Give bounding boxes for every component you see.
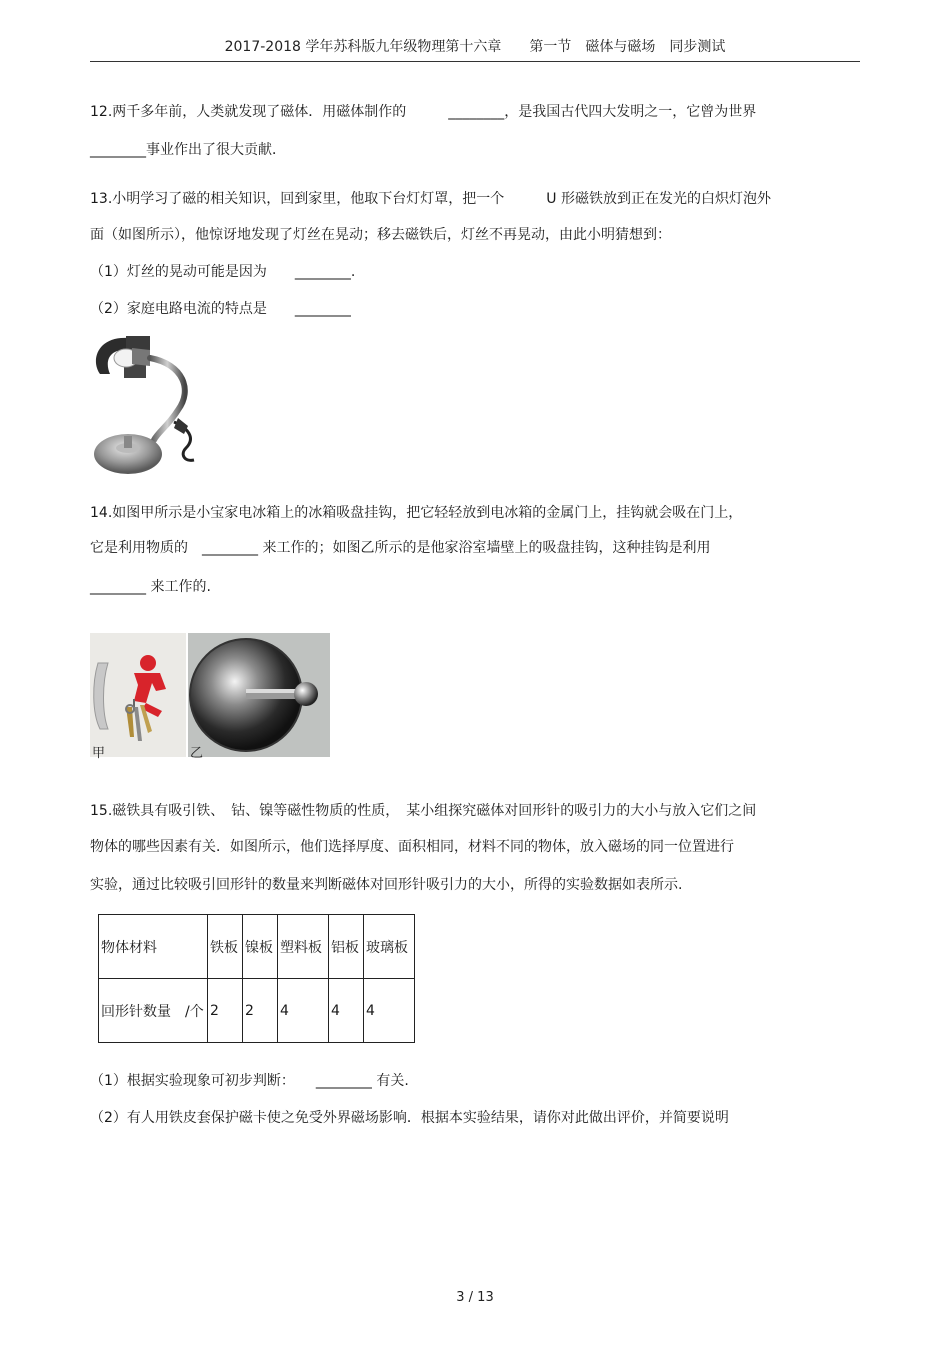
q13-line-1: 13.小明学习了磁的相关知识，回到家里，他取下台灯灯罩，把一个 U 形磁铁放到正在发光的白炽灯泡外 <box>90 191 771 207</box>
q14-line-2: 它是利用物质的 ________ 来工作的；如图乙所示的是他家浴室墙壁上的吸盘挂钩，这种挂钩是利用 <box>90 540 711 556</box>
q15-sub-2: （2）有人用铁皮套保护磁卡使之免受外界磁场影响．根据本实验结果，请你对此做出评价，并简要说明 <box>90 1110 729 1126</box>
q12-line-2: ________事业作出了很大贡献． <box>90 142 286 158</box>
q13-line-2: 面（如图所示），他惊讶地发现了灯丝在晃动；移去磁铁后，灯丝不再晃动，由此小明猜想到： <box>90 227 671 243</box>
q15-sub-1: （1）根据实验现象可初步判断： ________ 有关. <box>90 1073 409 1089</box>
table-cell: 铝板 <box>329 915 364 979</box>
page-header-title: 2017-2018 学年苏科版九年级物理第十六章 第一节 磁体与磁场 同步测试 <box>224 39 726 55</box>
table-cell: 铁板 <box>208 915 243 979</box>
page-number: 3 / 13 <box>456 1290 494 1305</box>
experiment-data-table <box>98 914 415 1043</box>
q15-line-3: 实验，通过比较吸引回形针的数量来判断磁体对回形针吸引力的大小，所得的实验数据如表所示. <box>90 877 683 893</box>
table-cell: 玻璃板 <box>364 915 415 979</box>
table-cell: 回形针数量 /个 <box>99 979 208 1043</box>
table-cell: 4 <box>278 979 329 1043</box>
q13-sub-1: （1）灯丝的晃动可能是因为 ________. <box>90 264 356 280</box>
table-cell: 4 <box>329 979 364 1043</box>
figure-caption-jia: 甲 <box>92 746 106 761</box>
desk-lamp-magnet-figure <box>88 330 200 478</box>
fridge-hook-photo <box>90 633 186 757</box>
table-cell: 2 <box>208 979 243 1043</box>
table-row <box>99 979 415 1043</box>
table-cell: 物体材料 <box>99 915 208 979</box>
q13-sub-2: （2）家庭电路电流的特点是 ________ <box>90 301 351 317</box>
table-cell: 4 <box>364 979 415 1043</box>
table-cell: 2 <box>243 979 278 1043</box>
table-cell: 镍板 <box>243 915 278 979</box>
figure-caption-yi: 乙 <box>190 746 204 761</box>
q12-line-1: 12.两千多年前，人类就发现了磁体．用磁体制作的 ________，是我国古代四大发明之一，它曾为世界 <box>90 104 757 120</box>
q15-line-2: 物体的哪些因素有关．如图所示，他们选择厚度、面积相同，材料不同的物体，放入磁场的同一位置进行 <box>90 839 734 855</box>
table-header-row <box>99 915 415 979</box>
q15-line-1: 15.磁铁具有吸引铁、 钴、镍等磁性物质的性质， 某小组探究磁体对回形针的吸引力的大小与放入它们之间 <box>90 803 757 819</box>
header-divider <box>90 61 860 62</box>
q14-line-3: ________ 来工作的. <box>90 579 211 595</box>
table-cell: 塑料板 <box>278 915 329 979</box>
q14-line-1: 14.如图甲所示是小宝家电冰箱上的冰箱吸盘挂钩，把它轻轻放到电冰箱的金属门上，挂钩就会吸在门上， <box>90 505 743 521</box>
suction-cup-hook-photo <box>188 633 330 757</box>
